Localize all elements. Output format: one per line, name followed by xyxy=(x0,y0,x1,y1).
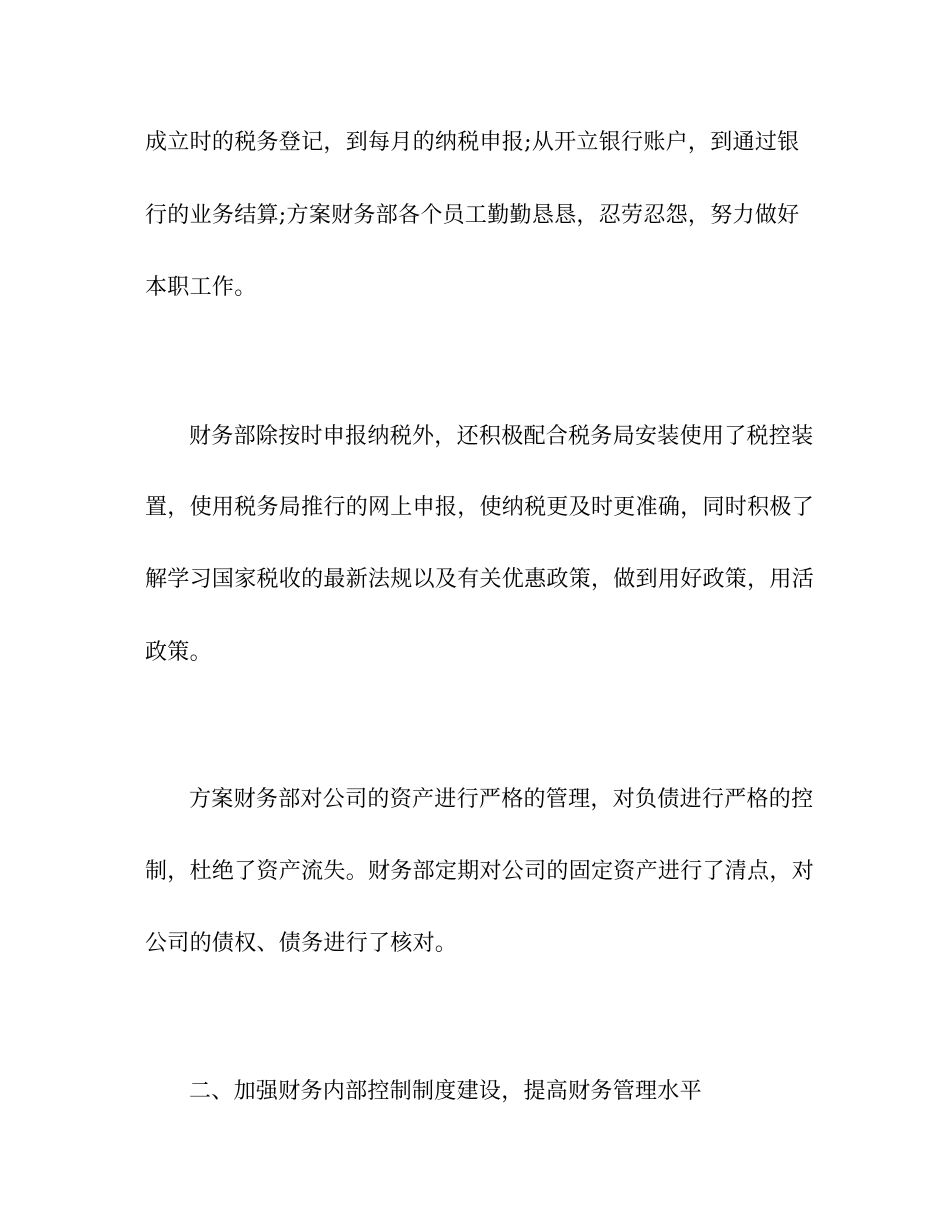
paragraph-2-line-3: 解学习国家税收的最新法规以及有关优惠政策，做到用好政策，用活 xyxy=(145,567,815,592)
paragraph-2-line-1: 财务部除按时申报纳税外，还积极配合税务局安装使用了税控装 xyxy=(189,424,814,449)
paragraph-1-line-1: 成立时的税务登记，到每月的纳税申报;从开立银行账户，到通过银 xyxy=(145,130,800,155)
paragraph-1-line-2: 行的业务结算;方案财务部各个员工勤勤恳恳，忍劳忍怨，努力做好 xyxy=(145,203,800,228)
paragraph-2-line-2: 置，使用税务局推行的网上申报，使纳税更及时更准确，同时积极了 xyxy=(145,495,815,520)
paragraph-2-line-4: 政策。 xyxy=(145,640,212,665)
paragraph-1-line-3: 本职工作。 xyxy=(145,275,257,300)
section-heading: 二、加强财务内部控制制度建设，提高财务管理水平 xyxy=(189,1079,702,1104)
paragraph-3-line-3: 公司的债权、债务进行了核对。 xyxy=(145,931,458,956)
paragraph-3-line-2: 制，杜绝了资产流失。财务部定期对公司的固定资产进行了清点，对 xyxy=(145,859,815,884)
paragraph-3-line-1: 方案财务部对公司的资产进行严格的管理，对负债进行严格的控 xyxy=(189,787,814,812)
